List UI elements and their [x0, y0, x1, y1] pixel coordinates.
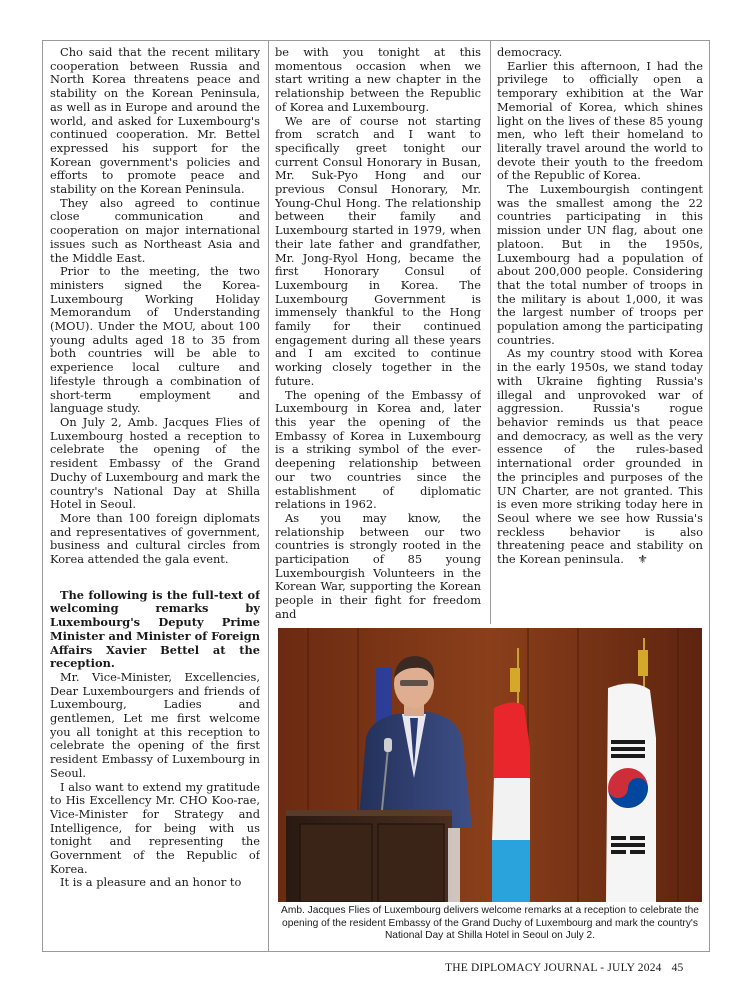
page-number: 45 [671, 962, 684, 974]
paragraph: On July 2, Amb. Jacques Flies of Luxembourg hosted a reception to celebrate the opening of the resident Embassy of the Grand Duchy of Luxembourg and mark the country's National Day at Shilla Hotel in Seoul. [50, 414, 260, 512]
paragraph: The opening of the Embassy of Luxembourg in Korea and, later this year the opening of the Embassy of Korea in Luxembourg is a striking symbol of the ever-deepening relationship between our two countries since the establishment of diplomatic relations in 1962. [275, 387, 481, 512]
article-column-1 [50, 46, 260, 946]
paragraph: We are of course not starting from scratch and I want to specifically greet tonight our current Consul Honorary in Busan, Mr. Suk-Pyo Hong and our previous Consul Honorary, Mr. Young-Chul Hong. The relationship between their family and Luxembourg started in 1979, when their late father and grandfather, Mr. Jong-Ryol Hong, became the first Honorary Consul of Luxembourg in Korea. The Luxembourg Government is immensely thankful to the Hong family for their continued engagement during all these years and I am excited to continue working closely together in the future. [275, 113, 481, 388]
paragraph: More than 100 foreign diplomats and representatives of government, business and cultural circles from Korea attended the gala event. [50, 510, 260, 567]
paragraph: Prior to the meeting, the two ministers signed the Korea-Luxembourg Working Holiday Memorandum of Understanding (MOU). Under the MOU, about 100 young adults aged 18 to 35 from both countries will be able to experience local culture and lifestyle through a combination of short-term employment and language study. [50, 264, 260, 416]
paragraph: I also want to extend my gratitude to His Excellency Mr. CHO Koo-rae, Vice-Minister for Strategy and Intelligence, for being with us tonight and representing the Government of the Republic of Korea. [50, 779, 260, 876]
paragraph: It is a pleasure and an honor to [60, 875, 242, 890]
paragraph: be with you tonight at this momentous occasion when we start writing a new chapter in the relationship between the Republic of Korea and Luxembourg. [275, 46, 481, 114]
reception-photo [278, 628, 702, 902]
end-mark-icon: ⚜ [637, 552, 648, 567]
paragraph: democracy. [497, 46, 563, 59]
paragraph: Earlier this afternoon, I had the privilege to officially open a temporary exhibition at the War Memorial of Korea, which shines light on the lives of these 85 young men, who left their homeland to literally travel around the world to devote their youth to the freedom of the Republic of Korea. [497, 58, 703, 183]
paragraph: Mr. Vice-Minister, Excellencies, Dear Luxembourgers and friends of Luxembourg, Ladies and gentlemen, Let me first welcome you all tonight at this reception to celebrate the opening of the first resident Embassy of Luxembourg in Seoul. [50, 669, 260, 780]
paragraph: They also agreed to continue close communication and cooperation on major international issues such as Northeast Asia and the Middle East. [50, 195, 260, 265]
page-footer [445, 962, 684, 974]
paragraph: The Luxembourgish contingent was the smallest among the 22 countries participating in this mission under UN flag, about one platoon. But in the 1950s, Luxembourg had a population of about 200,000 people. Considering that the total number of troops in the military is about 1,000, it was the largest number of troops per population among the participating countries. [497, 182, 703, 347]
photo-caption: Amb. Jacques Flies of Luxembourg delivers welcome remarks at a reception to celebrate the opening of the resident Embassy of the Grand Duchy of Luxembourg and mark the country's National Day at Shilla Hotel in Seoul on July 2. [281, 905, 699, 942]
paragraph [497, 347, 703, 566]
article-column-2 [275, 46, 481, 621]
column-divider-left [268, 40, 269, 952]
paragraph: As you may know, the relationship between our two countries is strongly rooted in the participation of 85 young Luxembourgish Volunteers in the Korean War, supporting the Korean people in their fight for freedom and [275, 510, 481, 621]
article-column-3 [497, 46, 703, 621]
podium-icon [286, 810, 452, 902]
paragraph-text: As my country stood with Korea in the early 1950s, we stand today with Ukraine fighting Russia's illegal and unprovoked war of aggression. Russia's rogue behavior reminds us that peace and democracy, as well as the very essence of the rules-based international order grounded in the principles and purposes of the UN Charter, are not granted. This is even more striking today here in Seoul where we see how Russia's reckless behavior is also threatening peace and stability on the Korean peninsula. [497, 346, 703, 567]
column-divider-right [490, 40, 491, 624]
lead-paragraph: The following is the full-text of welcoming remarks by Luxembourg's Deputy Prime Minister and Minister of Foreign Affairs Xavier Bettel at the reception. [50, 587, 260, 671]
publication-name: THE DIPLOMACY JOURNAL - JULY 2024 [445, 962, 662, 974]
paragraph: Cho said that the recent military cooperation between Russia and North Korea threatens peace and stability on the Korean Peninsula, as well as in Europe and around the world, and asked for Luxembourg's continued cooperation. Mr. Bettel expressed his support for the Korean government's policies and efforts to promote peace and stability on the Korean Peninsula. [50, 46, 260, 197]
